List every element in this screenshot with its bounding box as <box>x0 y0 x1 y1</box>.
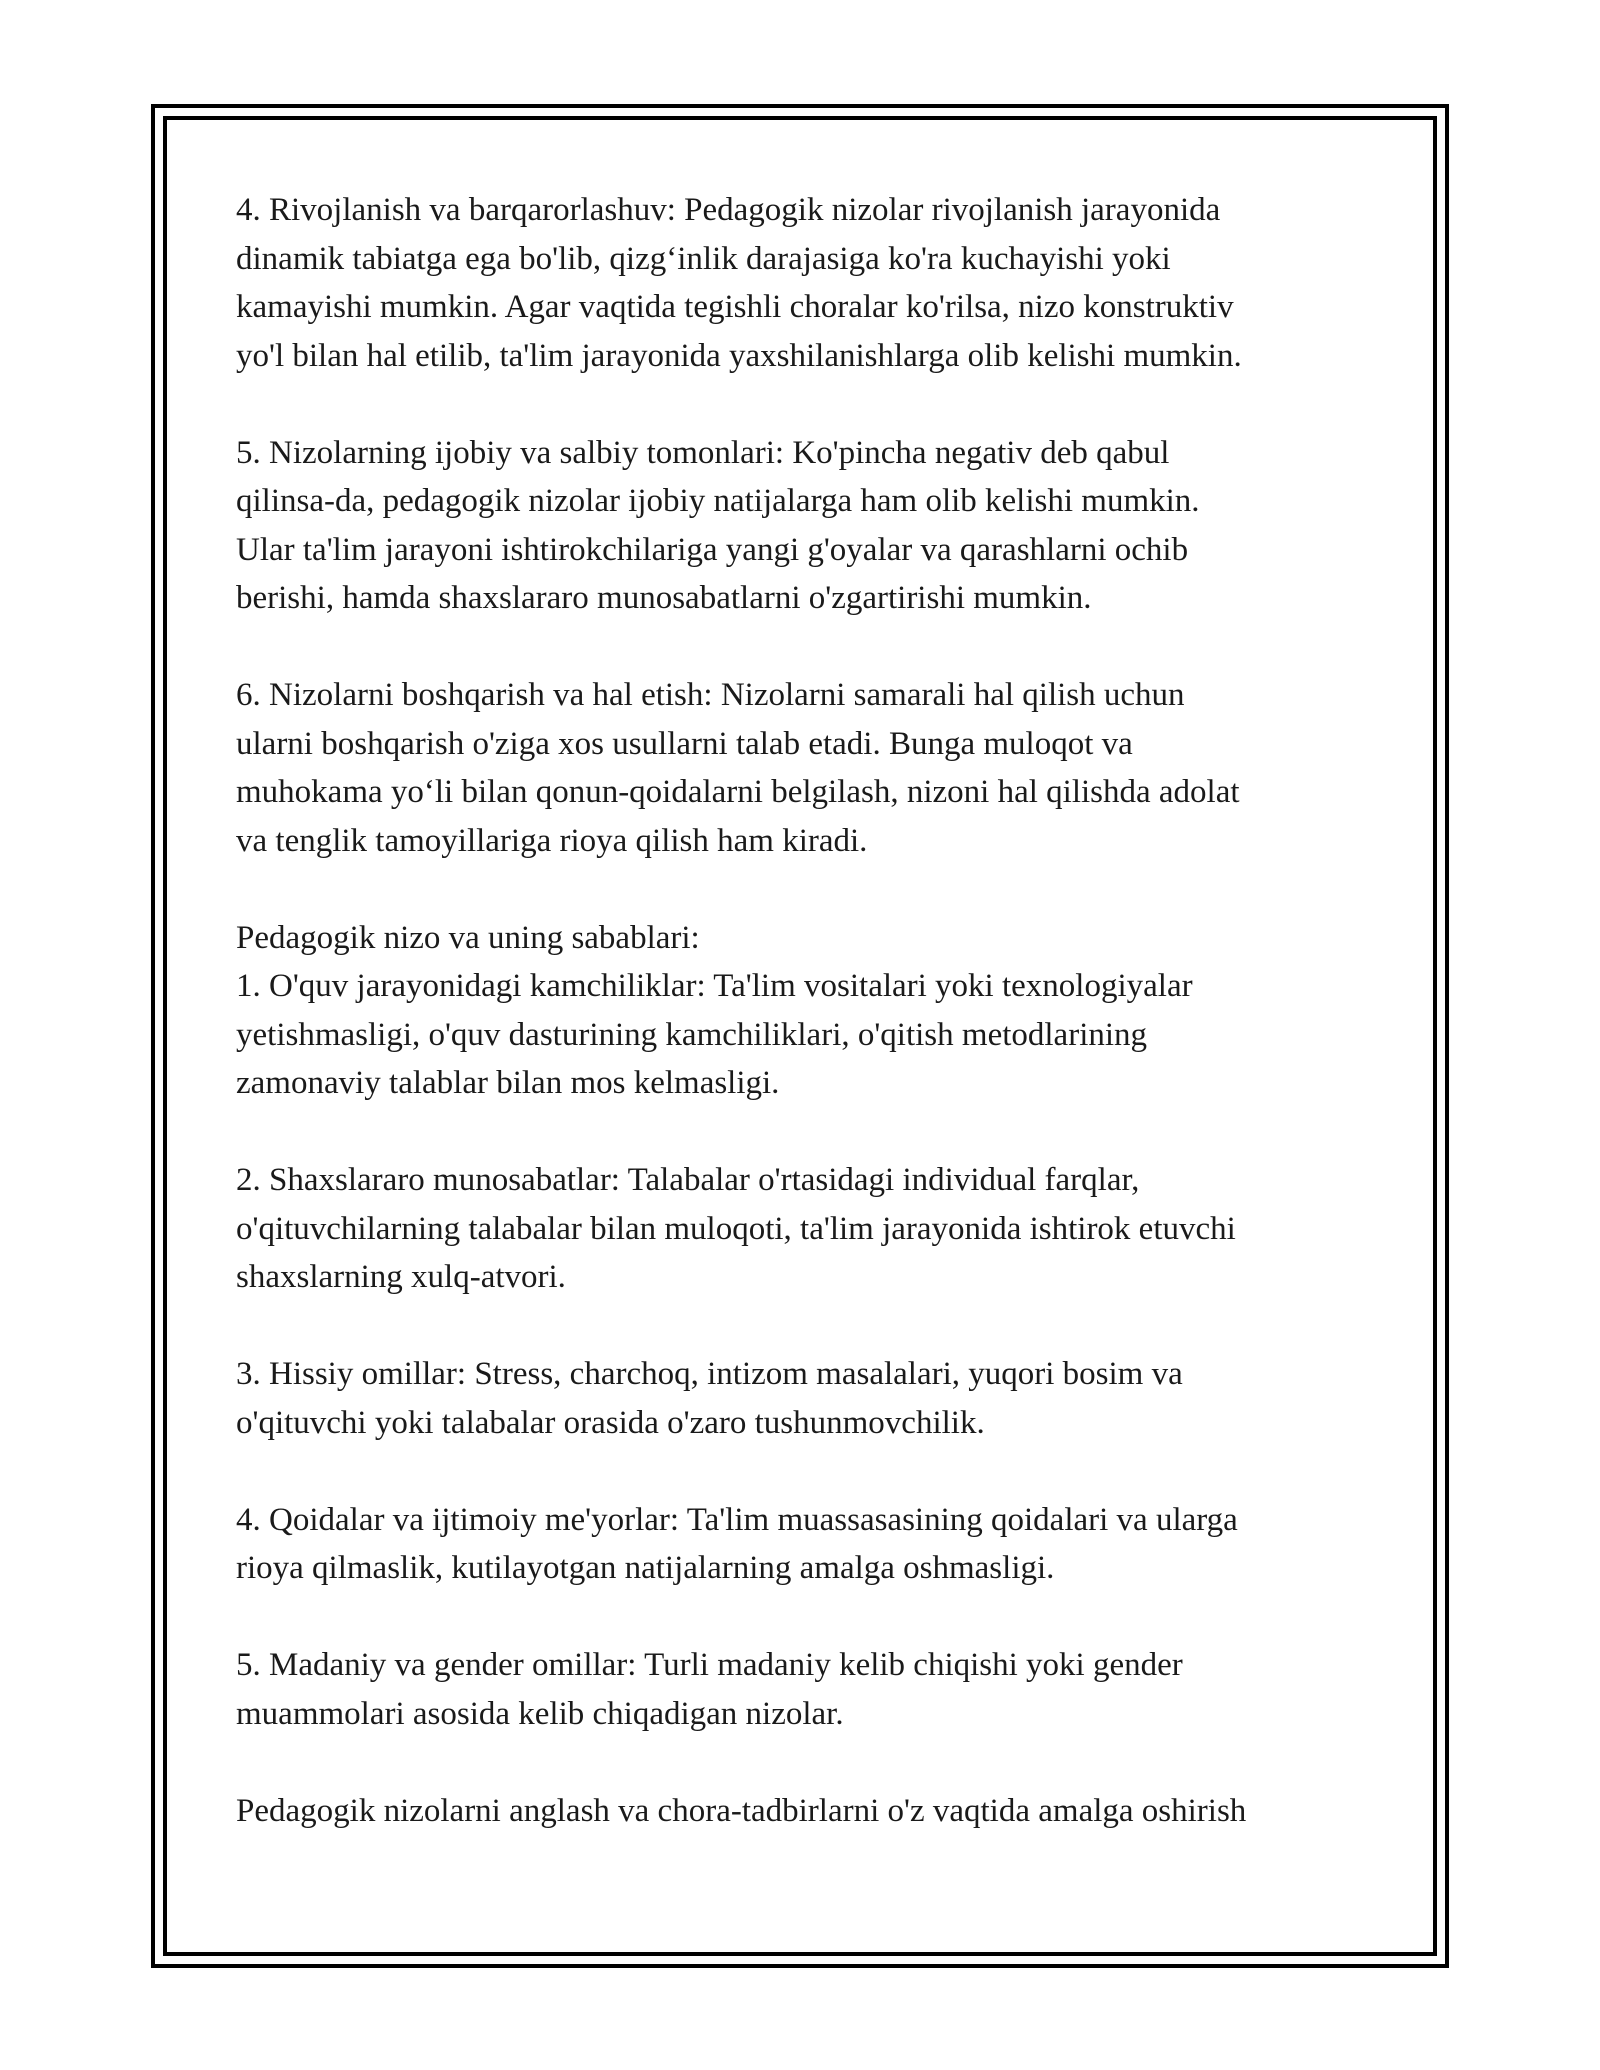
paragraph-conflict-management: 6. Nizolarni boshqarish va hal etish: Nizolarni samarali hal qilish uchun ularni boshqarish o'ziga xos usullarni talab etadi. Bunga muloqot va muhokama yo‘li bilan qonun-qoidalarni belgilash, nizoni hal qilishda adolat va tenglik tamoyillariga rioya qilish ham kiradi. <box>236 677 1240 859</box>
paragraph-cause-emotional: 3. Hissiy omillar: Stress, charchoq, intizom masalalari, yuqori bosim va o'qituvchi yoki talabalar orasida o'zaro tushunmovchilik. <box>236 1356 1183 1441</box>
paragraph-cause-cultural-gender: 5. Madaniy va gender omillar: Turli madaniy kelib chiqishi yoki gender muammolari asosida kelib chiqadigan nizolar. <box>236 1647 1183 1732</box>
paragraph-cause-interpersonal: 2. Shaxslararo munosabatlar: Talabalar o'rtasidagi individual farqlar, o'qituvchilarning talabalar bilan muloqoti, ta'lim jarayonida ishtirok etuvchi shaxslarning xulq-atvori. <box>236 1162 1236 1295</box>
paragraph-positive-negative-sides: 5. Nizolarning ijobiy va salbiy tomonlari: Ko'pincha negativ deb qabul qilinsa-da, pedagogik nizolar ijobiy natijalarga ham olib kelishi mumkin. Ular ta'lim jarayoni ishtirokchilariga yangi g'oyalar va qarashlarni ochib berishi, hamda shaxslararo munosabatlarni o'zgartirishi mumkin. <box>236 434 1200 616</box>
section-heading-causes: Pedagogik nizo va uning sabablari: <box>236 919 700 956</box>
paragraph-conclusion-start: Pedagogik nizolarni anglash va chora-tadbirlarni o'z vaqtida amalga oshirish <box>236 1792 1247 1829</box>
document-body <box>236 186 1396 1835</box>
paragraph-cause-learning-process: 1. O'quv jarayonidagi kamchiliklar: Ta'lim vositalari yoki texnologiyalar yetishmasligi, o'quv dasturining kamchiliklari, o'qitish metodlarining zamonaviy talablar bilan mos kelmasligi. <box>236 968 1193 1101</box>
paragraph-cause-rules-norms: 4. Qoidalar va ijtimoiy me'yorlar: Ta'lim muassasasining qoidalari va ularga rioya qilmaslik, kutilayotgan natijalarning amalga oshmasligi. <box>236 1501 1238 1586</box>
paragraph-development-stabilization: 4. Rivojlanish va barqarorlashuv: Pedagogik nizolar rivojlanish jarayonida dinamik tabiatga ega bo'lib, qizg‘inlik darajasiga ko'ra kuchayishi yoki kamayishi mumkin. Agar vaqtida tegishli choralar ko'rilsa, nizo konstruktiv yo'l bilan hal etilib, ta'lim jarayonida yaxshilanishlarga olib kelishi mumkin. <box>236 192 1242 374</box>
